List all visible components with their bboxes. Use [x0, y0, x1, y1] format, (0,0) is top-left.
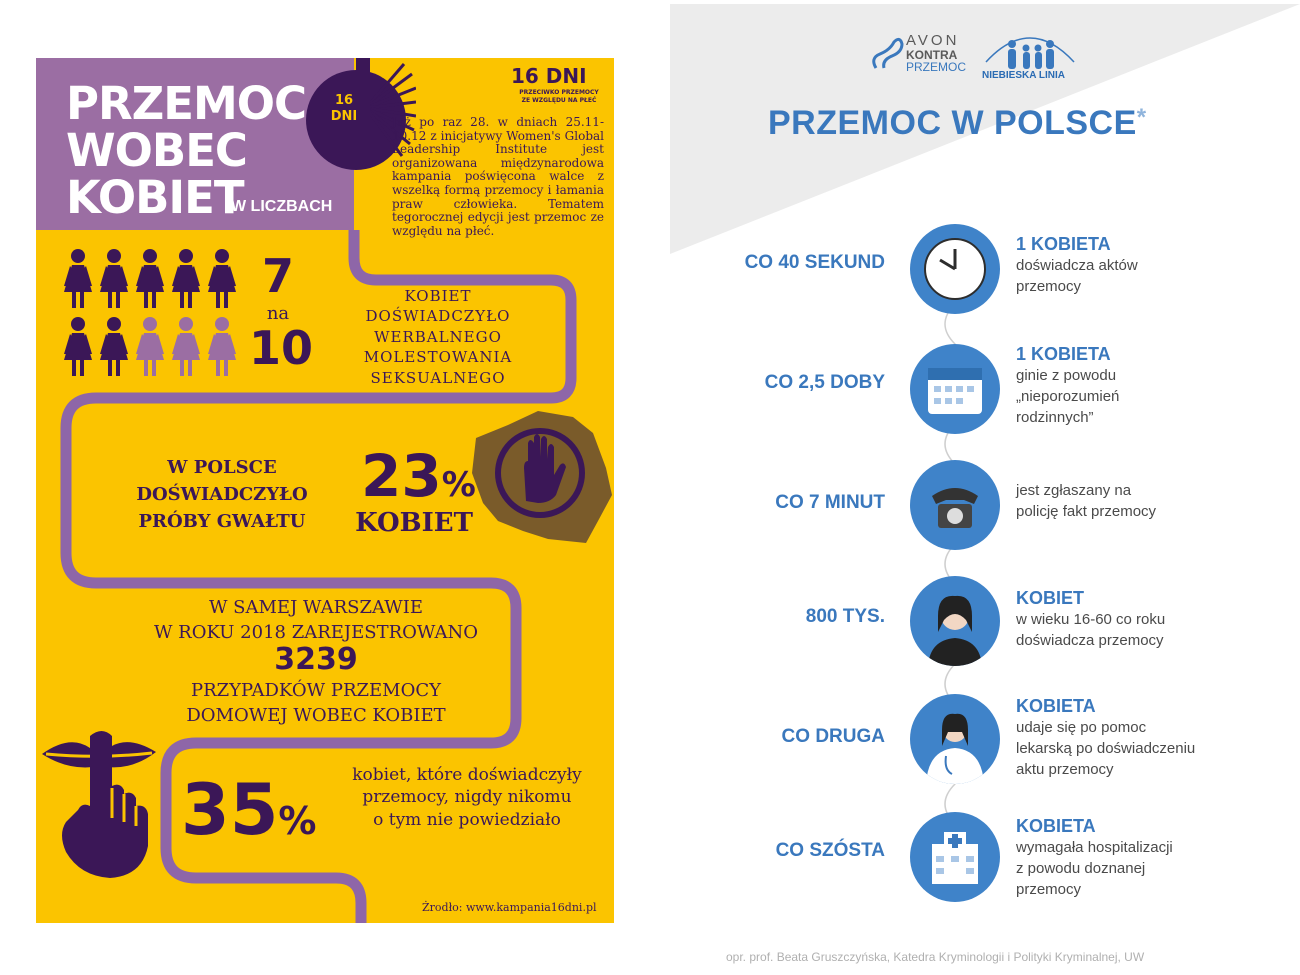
poster-source: Żrodło: www.kampania16dni.pl — [422, 901, 597, 914]
row-icon-circle — [910, 344, 1000, 434]
row-desc: udaje się po pomoc lekarską po doświadczeniu aktu przemocy — [1016, 719, 1196, 778]
woman-figure — [100, 317, 128, 376]
poster-subtitle: W LICZBACH — [231, 198, 333, 215]
row-label: CO 2,5 DOBY — [764, 372, 885, 393]
stat-35-percent: 35% — [181, 769, 317, 851]
row-desc: wymagała hospitalizacji z powodu doznanej przemocy — [1016, 839, 1173, 898]
stat-silence-text: kobiet, które doświadczyły przemocy, nigdy nikomu o tym nie powiedziało — [352, 765, 582, 830]
phone-icon — [910, 460, 1000, 550]
infographic-przemoc-w-polsce — [670, 4, 1300, 975]
poster-title: PRZEMOC WOBEC KOBIET — [66, 77, 307, 224]
logo-avon: AVON — [906, 32, 960, 49]
stat-23-percent: 23% — [361, 442, 476, 510]
row-text — [1016, 234, 1246, 297]
woman-figure — [208, 249, 236, 308]
stat-harassment-text: KOBIET DOŚWIADCZYŁO WERBALNEGO MOLESTOWANIA SEKSUALNEGO — [363, 287, 513, 387]
row-desc: jest zgłaszany na policję fakt przemocy — [1016, 482, 1157, 520]
row-head: KOBIET — [1016, 588, 1085, 608]
row-text — [1016, 480, 1246, 522]
woman-icon — [910, 576, 1000, 666]
woman-figure — [208, 317, 236, 376]
row-label: CO DRUGA — [781, 726, 885, 747]
avon-ribbon-icon — [868, 34, 908, 74]
logo-kontra: KONTRA — [906, 48, 958, 62]
stat-warsaw-number: 3239 — [274, 642, 358, 677]
row-label: 800 TYS. — [805, 606, 885, 627]
stat-warsaw-text: W SAMEJ WARSZAWIE W ROKU 2018 ZAREJESTROWANO — [153, 597, 479, 643]
woman-figure — [136, 317, 164, 376]
row-desc: ginie z powodu „nieporozumień rodzinnych” — [1016, 367, 1120, 426]
ratio-bottom: 10 — [248, 321, 313, 375]
calendar-icon — [910, 344, 1000, 434]
woman-figure — [100, 249, 128, 308]
row-head: 1 KOBIETA — [1016, 344, 1111, 364]
campaign-title: 16 DNI — [511, 64, 587, 88]
intro-text: Już po raz 28. w dniach 25.11-10.12 z inicjatywy Women's Global Leadership Institute jest organizowana międzynarodowa kampania poświęcona walce z wszelką formą przemocy i łamania praw człowieka. Tematem tegorocznej edycji jest przemoc ze względu na płeć. — [392, 115, 604, 238]
stat-23-label: KOBIET — [355, 508, 473, 538]
doctor-icon — [910, 694, 1000, 784]
stat-warsaw-text-b: PRZYPADKÓW PRZEMOCY DOMOWEJ WOBEC KOBIET — [186, 680, 446, 726]
badge-number: 16 DNI — [330, 93, 358, 124]
infographic-source: opr. prof. Beata Gruszczyńska, Katedra Kryminologii i Polityki Kryminalnej, UW — [726, 950, 1145, 964]
row-head: 1 KOBIETA — [1016, 234, 1111, 254]
ratio-top: 7 — [261, 249, 294, 303]
logo-niebieska-linia: NIEBIESKA LINIA — [982, 70, 1065, 81]
woman-figure — [64, 317, 92, 376]
logo-przemoc: PRZEMOC — [906, 60, 966, 74]
row-icon-circle — [910, 576, 1000, 666]
clock-icon — [910, 224, 1000, 314]
campaign-subtitle: PRZECIWKO PRZEMOCY ZE WZGLĘDU NA PŁEĆ — [519, 89, 599, 104]
woman-figure — [172, 249, 200, 308]
woman-figure — [172, 317, 200, 376]
woman-figure — [64, 249, 92, 308]
row-label: CO 40 SEKUND — [744, 252, 885, 273]
row-text — [1016, 696, 1246, 780]
infographic-title: PRZEMOC W POLSCE* — [768, 104, 1147, 142]
row-text — [1016, 816, 1246, 900]
women-figures-icon — [60, 248, 250, 388]
row-head: KOBIETA — [1016, 816, 1096, 836]
stat-rape-text: W POLSCE DOŚWIADCZYŁO PRÓBY GWAŁTU — [136, 457, 308, 532]
poland-map-icon — [468, 403, 614, 553]
row-text — [1016, 344, 1246, 428]
row-icon-circle — [910, 460, 1000, 550]
row-label: CO 7 MINUT — [775, 492, 885, 513]
poster-przemoc-wobec-kobiet — [36, 58, 614, 923]
row-head: KOBIETA — [1016, 696, 1096, 716]
row-label: CO SZÓSTA — [775, 840, 885, 861]
row-desc: w wieku 16-60 co roku doświadcza przemocy — [1016, 611, 1166, 649]
row-icon-circle — [910, 224, 1000, 314]
row-icon-circle — [910, 694, 1000, 784]
ratio-na: na — [266, 303, 290, 324]
hospital-icon — [910, 812, 1000, 902]
shush-hand-icon — [40, 726, 160, 886]
woman-figure — [136, 249, 164, 308]
row-text — [1016, 588, 1246, 651]
row-desc: doświadcza aktów przemocy — [1016, 257, 1138, 295]
row-icon-circle — [910, 812, 1000, 902]
